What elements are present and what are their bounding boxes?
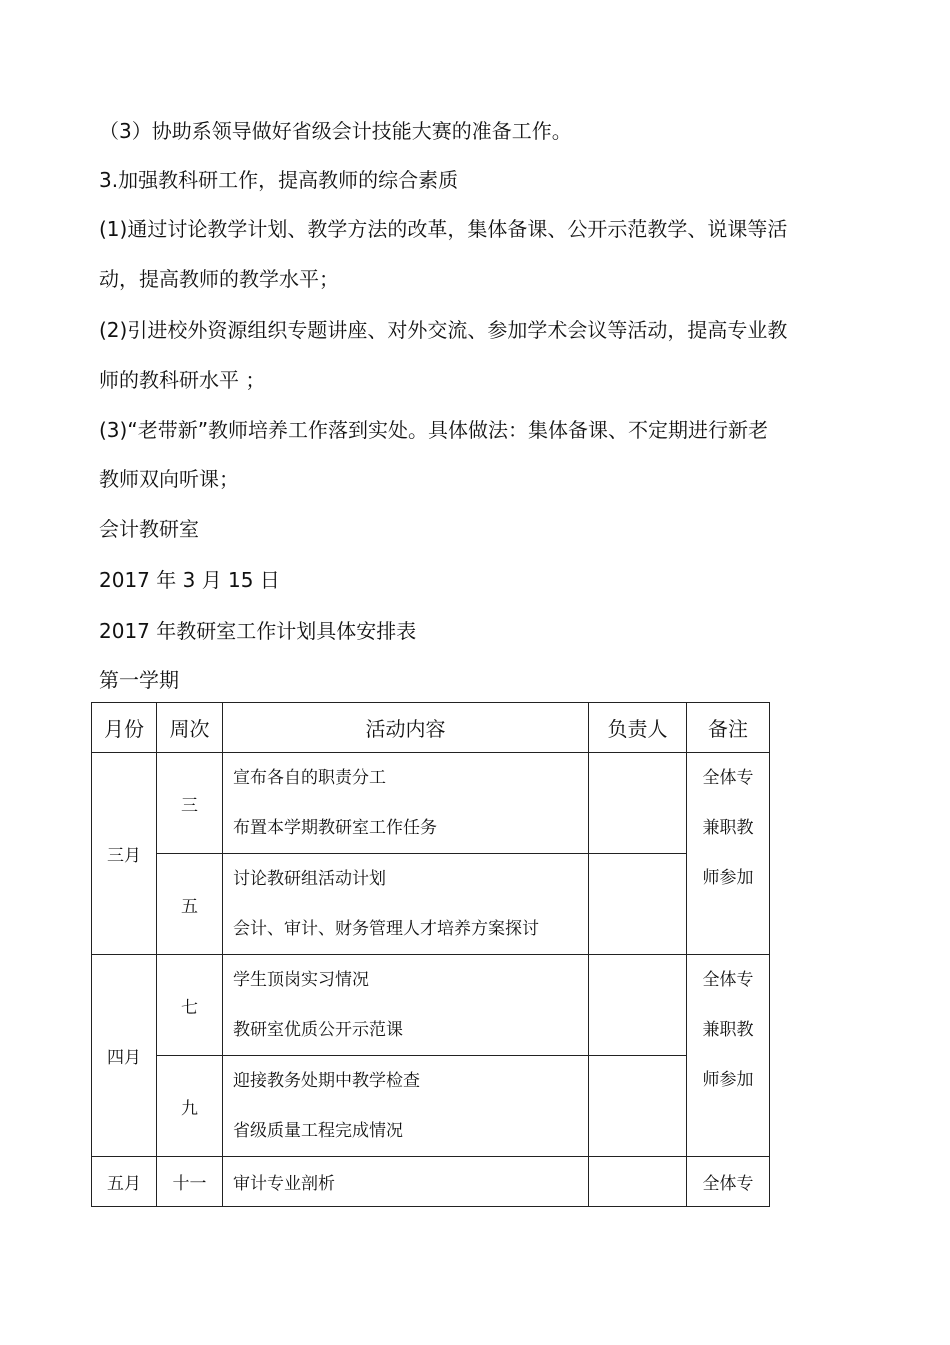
remark-line: 全体专 — [702, 970, 754, 990]
activity-item: 迎接教务处期中教学检查 — [233, 1071, 420, 1091]
remark-cell — [687, 753, 770, 955]
owner-cell — [589, 854, 687, 955]
table-row — [92, 1157, 770, 1207]
section-heading: 3.加强教科研工作，提高教师的综合素质 — [99, 168, 459, 192]
owner-cell — [589, 955, 687, 1056]
table-title: 2017 年教研室工作计划具体安排表 — [99, 619, 417, 643]
owner-cell — [589, 1056, 687, 1157]
paragraph-line: (1)通过讨论教学计划、教学方法的改革，集体备课、公开示范教学、说课等活 — [99, 217, 788, 241]
activity-cell — [223, 955, 589, 1056]
paragraph-line: 教师双向听课； — [99, 467, 239, 491]
activity-item: 讨论教研组活动计划 — [233, 869, 386, 889]
signature-date: 2017 年 3 月 15 日 — [99, 568, 280, 592]
paragraph-line: (3)“老带新”教师培养工作落到实处。具体做法：集体备课、不定期进行新老 — [99, 418, 769, 442]
remark-cell — [687, 955, 770, 1157]
header-activity: 活动内容 — [223, 703, 589, 753]
remark-line: 兼职教 — [702, 818, 754, 838]
paragraph-line: 动，提高教师的教学水平； — [99, 267, 339, 291]
schedule-table — [91, 702, 770, 1207]
activity-cell — [223, 753, 589, 854]
week-cell: 三 — [157, 753, 223, 854]
owner-cell — [589, 1157, 687, 1207]
paragraph-line: (2)引进校外资源组织专题讲座、对外交流、参加学术会议等活动，提高专业教 — [99, 318, 788, 342]
week-cell: 五 — [157, 854, 223, 955]
header-week: 周次 — [157, 703, 223, 753]
activity-item: 宣布各自的职责分工 — [233, 768, 386, 788]
remark-line: 师参加 — [702, 868, 754, 888]
activity-item: 会计、审计、财务管理人才培养方案探讨 — [233, 919, 539, 939]
table-header-row — [92, 703, 770, 753]
activity-cell: 审计专业剖析 — [223, 1157, 589, 1207]
remark-line: 兼职教 — [702, 1020, 754, 1040]
owner-cell — [589, 753, 687, 854]
signature-department: 会计教研室 — [99, 517, 199, 541]
paragraph-line: （3）协助系领导做好省级会计技能大赛的准备工作。 — [99, 119, 572, 143]
activity-cell — [223, 854, 589, 955]
remark-cell: 全体专 — [687, 1157, 770, 1207]
header-remark: 备注 — [687, 703, 770, 753]
header-owner: 负责人 — [589, 703, 687, 753]
activity-item: 教研室优质公开示范课 — [233, 1020, 403, 1040]
table-row — [92, 854, 770, 955]
month-cell: 三月 — [92, 753, 157, 955]
remark-line: 全体专 — [702, 768, 754, 788]
table-row — [92, 1056, 770, 1157]
month-cell: 四月 — [92, 955, 157, 1157]
activity-item: 布置本学期教研室工作任务 — [233, 818, 437, 838]
remark-line: 师参加 — [702, 1070, 754, 1090]
activity-item: 学生顶岗实习情况 — [233, 970, 369, 990]
header-month: 月份 — [92, 703, 157, 753]
paragraph-line: 师的教科研水平 ； — [99, 368, 266, 392]
semester-label: 第一学期 — [99, 668, 179, 692]
week-cell: 七 — [157, 955, 223, 1056]
week-cell: 十一 — [157, 1157, 223, 1207]
table-row — [92, 955, 770, 1056]
table-row — [92, 753, 770, 854]
week-cell: 九 — [157, 1056, 223, 1157]
month-cell: 五月 — [92, 1157, 157, 1207]
activity-item: 省级质量工程完成情况 — [233, 1121, 403, 1141]
activity-cell — [223, 1056, 589, 1157]
